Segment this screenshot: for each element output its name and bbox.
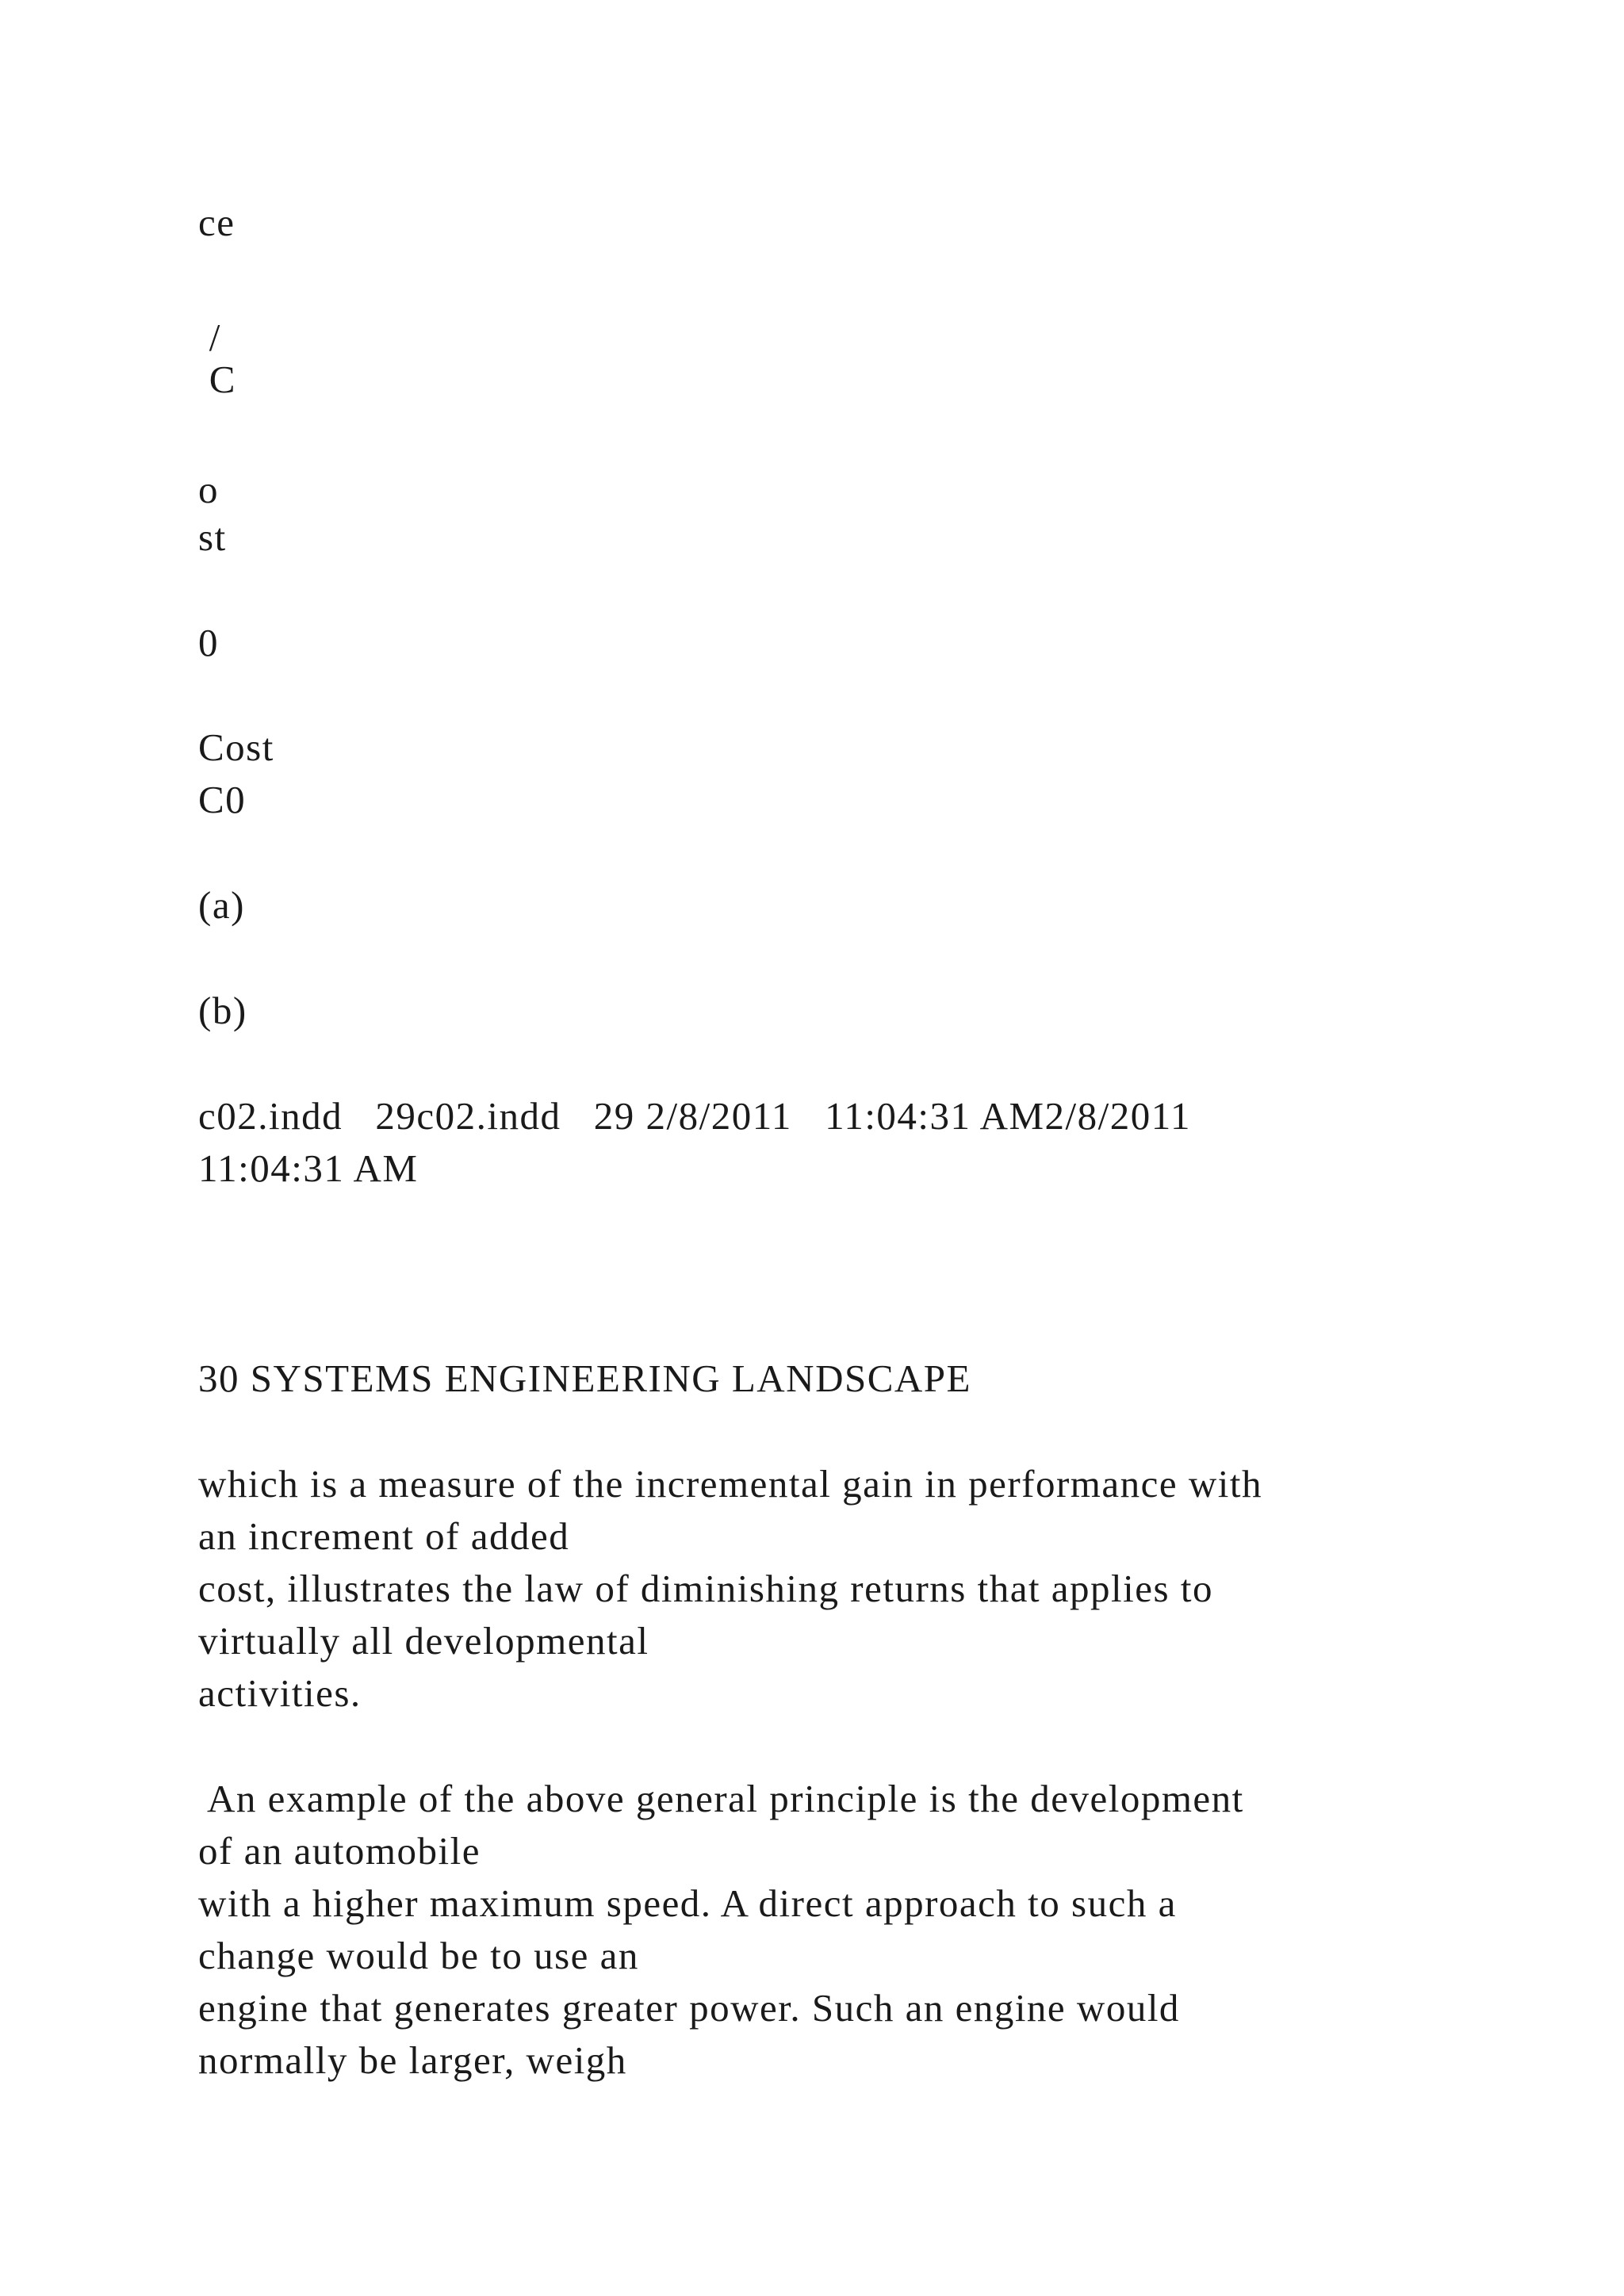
- paragraph-line: an increment of added: [198, 1514, 570, 1558]
- paragraph-line: cost, illustrates the law of diminishing returns that applies to: [198, 1567, 1213, 1610]
- paragraph-line: virtually all developmental: [198, 1619, 649, 1663]
- file-slug-line: c02.indd 29c02.indd 29 2/8/2011 11:04:31 AM2/8/2011: [198, 1094, 1191, 1138]
- fragment-text: C: [198, 358, 236, 401]
- paragraph-line: of an automobile: [198, 1829, 481, 1873]
- fragment-text: (a): [198, 883, 245, 927]
- file-slug-line: 11:04:31 AM: [198, 1146, 419, 1190]
- fragment-text: /: [198, 316, 221, 359]
- paragraph-line: activities.: [198, 1671, 362, 1715]
- paragraph-line: change would be to use an: [198, 1934, 639, 1977]
- page-header: 30 SYSTEMS ENGINEERING LANDSCAPE: [198, 1357, 971, 1400]
- fragment-text: Cost: [198, 725, 274, 769]
- fragment-text: st: [198, 515, 227, 559]
- paragraph-line: engine that generates greater power. Such an engine would: [198, 1986, 1180, 2030]
- fragment-text: ce: [198, 201, 236, 244]
- paragraph-line: which is a measure of the incremental gain in performance with: [198, 1462, 1263, 1506]
- fragment-text: 0: [198, 621, 219, 664]
- paragraph-line: with a higher maximum speed. A direct approach to such a: [198, 1881, 1177, 1925]
- paragraph-line: normally be larger, weigh: [198, 2038, 627, 2082]
- fragment-text: (b): [198, 989, 247, 1032]
- fragment-text: C0: [198, 778, 247, 821]
- paragraph-line: An example of the above general principle is the development: [198, 1777, 1244, 1820]
- fragment-text: o: [198, 468, 219, 511]
